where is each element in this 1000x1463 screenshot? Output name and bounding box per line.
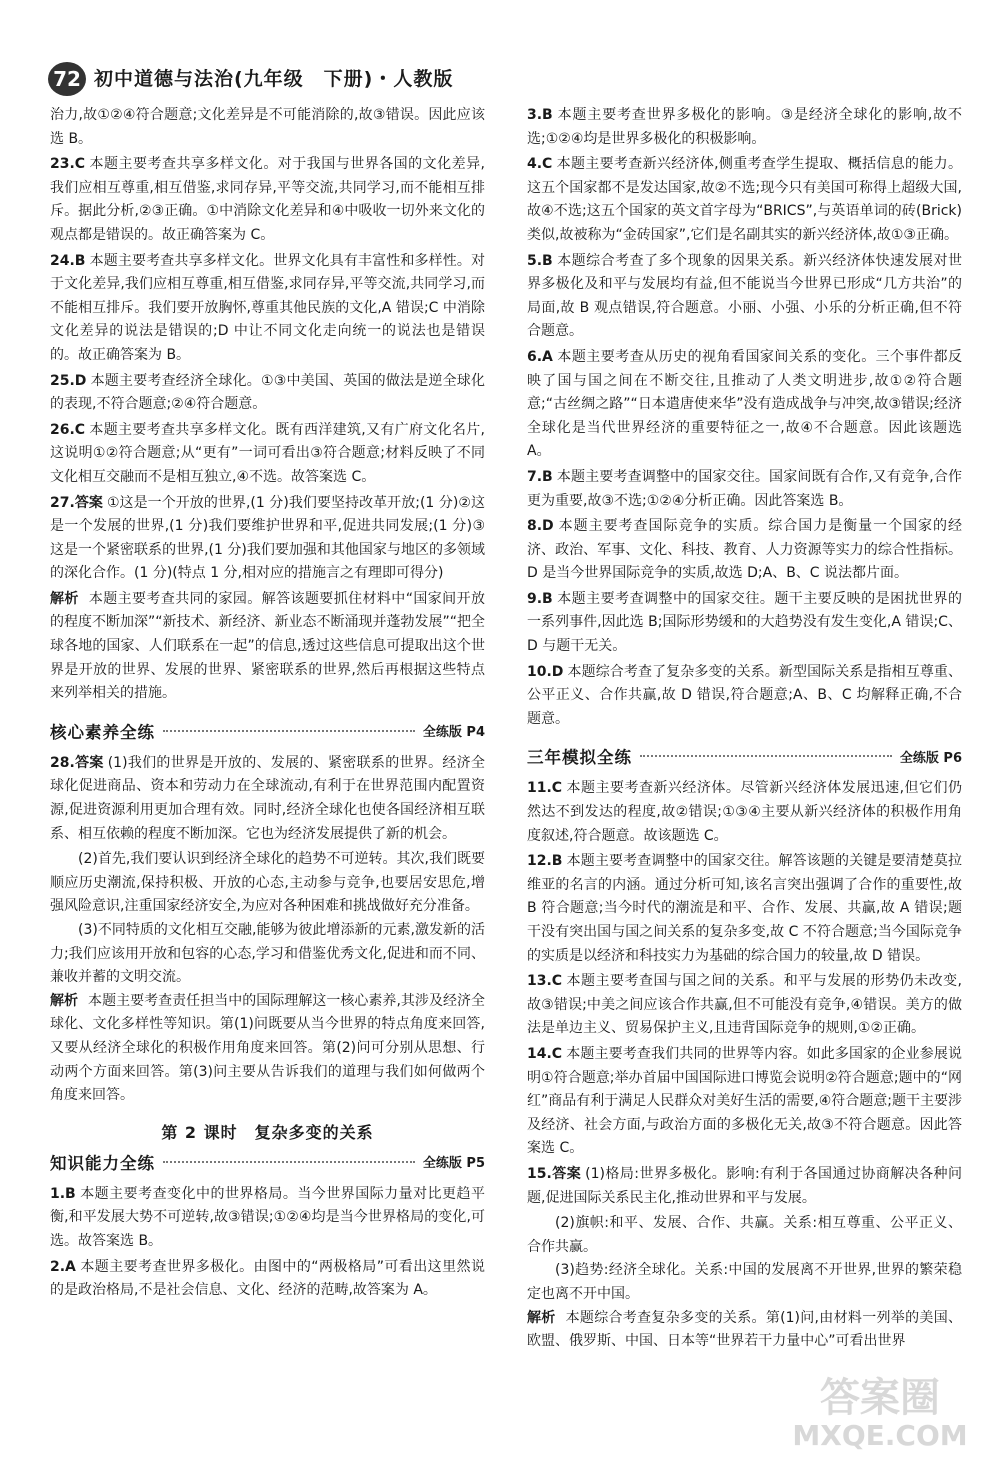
answer-text: 本题主要考查共享多样文化。对于我国与世界各国的文化差异,我们应相互尊重,相互借鉴,求同存异,平等交流,共同学习,而不能相互排斥。据此分析,②③正确。①中消除文化差异和④中吸收一切外来文化的观点都是错误的。故正确答案为 C。 (50, 156, 485, 243)
answer-item (50, 250, 485, 368)
answer-item (527, 777, 962, 848)
analysis-label: 解析 (50, 590, 79, 607)
answer-number: 1.B (50, 1185, 76, 1202)
book-title: 初中道德与法治(九年级 下册)・人教版 (94, 68, 454, 90)
section-header-core (50, 718, 485, 744)
lesson-title: 第 2 课时 复杂多变的关系 (161, 1122, 374, 1142)
analysis-28 (50, 990, 485, 1108)
watermark-logo (780, 1363, 980, 1453)
page-header (40, 62, 970, 96)
answer-text: 本题综合考查了多个现象的因果关系。新兴经济体快速发展对世界多极化及和平与发展均有益,但不能说当今世界已形成“几方共治”的局面,故 B 观点错误,符合题意。小丽、小强、小乐的分析正确,但不符合题意。 (527, 252, 962, 340)
answer-text: 本题综合考查了复杂多变的关系。新型国际关系是指相互尊重、公平正义、合作共赢,故 D 错误,符合题意;A、B、C 均解释正确,不合题意。 (527, 663, 962, 727)
answer-number: 7.B (527, 468, 553, 485)
answer-text: 本题主要考查国与国之间的关系。和平与发展的形势仍未改变,故③错误;中美之间应该合作共赢,但不可能没有竞争,④错误。美方的做法是单边主义、贸易保护主义,且违背国际竞争的规则,①②正确。 (527, 973, 962, 1037)
answer-number: 24.B (50, 252, 86, 269)
answer-number: 28.答案 (50, 754, 104, 771)
answer-item (527, 153, 962, 247)
section-divider (640, 755, 892, 757)
answer-number: 5.B (527, 252, 553, 269)
continued-answer: 治力,故①②④符合题意;文化差异是不可能消除的,故③错误。因此应该选 B。 (50, 107, 485, 147)
answer-item (50, 419, 485, 490)
section-divider (163, 1161, 415, 1163)
answer-number: 2.A (50, 1258, 76, 1275)
answer-paragraph: (2)首先,我们要认识到经济全球化的趋势不可逆转。其次,我们既要顺应历史潮流,保持积极、开放的心态,主动参与竞争,也要居安思危,增强风险意识,注重国家经济安全,为应对各种困难和挑战做好充分准备。 (50, 851, 485, 915)
answer-item (50, 370, 485, 417)
left-column (50, 104, 485, 1305)
answer-number: 27.答案 (50, 494, 103, 511)
answer-number: 23.C (50, 156, 86, 173)
answer-text: 本题主要考查新兴经济体。尽管新兴经济体发展迅速,但它们仍然达不到发达的程度,故②错误;①③④主要从新兴经济体的积极作用角度叙述,符合题意。故该题选 C。 (527, 780, 962, 844)
answer-text: (1)格局:世界多极化。影响:有利于各国通过协商解决各种问题,促进国际关系民主化,推动世界和平与发展。 (527, 1165, 962, 1206)
answer-number: 9.B (527, 590, 553, 607)
answer-number: 15.答案 (527, 1165, 582, 1182)
page-number: 72 (48, 62, 86, 96)
answer-item (527, 515, 962, 586)
answer-item (527, 104, 962, 151)
answer-number: 6.A (527, 348, 553, 365)
section-title: 三年模拟全练 (527, 748, 632, 768)
answer-item (527, 661, 962, 732)
answer-number: 26.C (50, 421, 86, 438)
answer-item (527, 466, 962, 513)
section-reference: 全练版 P4 (422, 725, 485, 741)
answer-paragraph: (3)不同特质的文化相互交融,能够为彼此增添新的元素,激发新的活力;我们应该用开放和包容的心态,学习和借鉴优秀文化,促进和而不同、兼收并蓄的文明交流。 (50, 922, 485, 986)
answer-text: 本题主要考查从历史的视角看国家间关系的变化。三个事件都反映了国与国之间在不断交往,且推动了人类文明进步,故①②符合题意;“古丝绸之路”“日本遣唐使来华”没有造成战争与冲突,故③错误;经济全球化是当代世界经济的重要特征之一,故④不合题意。因此该题选 A。 (527, 348, 962, 460)
answer-text: 本题主要考查世界多极化。由图中的“两极格局”可看出这里然说的是政治格局,不是社会信息、文化、经济的范畴,故答案为 A。 (50, 1258, 485, 1299)
answer-item (527, 850, 962, 968)
answer-paragraph: (2)旗帜:和平、发展、合作、共赢。关系:相互尊重、公平正义、合作共赢。 (527, 1215, 962, 1255)
answer-item (527, 1043, 962, 1161)
answer-text: (1)我们的世界是开放的、发展的、紧密联系的世界。经济全球化促进商品、资本和劳动力在全球流动,有利于在世界范围内配置资源,促进资源利用更加合理有效。同时,经济全球化也使各国经济相互联系、相互依赖的程度不断加深。它也为经济发展提供了新的机会。 (50, 754, 485, 842)
answer-number: 8.D (527, 518, 554, 535)
answer-text: ①这是一个开放的世界,(1 分)我们要坚持改革开放;(1 分)②这是一个发展的世界,(1 分)我们要维护世界和平,促进共同发展;(1 分)③这是一个紧密联系的世界,(1 分)我们要加强和其他国家与地区的多领域的深化合作。(1 分)(特点 1 分,相对应的措施言之有理即可得分) (50, 494, 485, 582)
answer-paragraph: (3)趋势:经济全球化。关系:中国的发展离不开世界,世界的繁荣稳定也离不开中国。 (527, 1262, 962, 1302)
section-reference: 全练版 P6 (899, 750, 962, 766)
answer-text: 本题主要考查经济全球化。①③中美国、英国的做法是逆全球化的表现,不符合题意;②④符合题意。 (50, 372, 485, 413)
section-title: 核心素养全练 (50, 722, 155, 742)
answer-text: 本题主要考查我们共同的世界等内容。如此多国家的企业参展说明①符合题意;举办首届中国国际进口博览会说明②符合题意;题中的“网红”商品有利于满足人民群众对美好生活的需要,④符合题意;题干主要涉及经济、社会方面,与政治方面的多极化无关,故③不符合题意。因此答案选 C。 (527, 1045, 962, 1157)
analysis-text: 本题主要考查责任担当中的国际理解这一核心素养,其涉及经济全球化、文化多样性等知识。第(1)问既要从当今世界的特点角度来回答,又要从经济全球化的积极作用角度来回答。第(2)问可分别从思想、行动两个方面来回答。第(3)问主要从告诉我们的道理与我们如何做两个角度来回答。 (50, 992, 486, 1104)
analysis-27 (50, 588, 485, 706)
answer-text: 本题主要考查调整中的国家交往。题干主要反映的是困扰世界的一系列事件,因此选 B;国际形势缓和的大趋势没有发生变化,A 错误;C、D 与题干无关。 (527, 590, 962, 655)
answer-number: 14.C (527, 1045, 563, 1062)
analysis-label: 解析 (527, 1309, 556, 1326)
section-header-knowledge (50, 1149, 485, 1175)
answer-number: 11.C (527, 780, 563, 797)
answer-text: 本题主要考查新兴经济体,侧重考查学生提取、概括信息的能力。这五个国家都不是发达国家,故②不选;现今只有美国可称得上超级大国,故④不选;这五个国家的英文首字母为“BRICS”,与英语单词的砖(Brick)类似,故被称为“金砖国家”,它们是名副其实的新兴经济体,故①③正确。 (527, 156, 962, 243)
answer-number: 13.C (527, 973, 563, 990)
answer-text: 本题主要考查国际竞争的实质。综合国力是衡量一个国家的经济、政治、军事、文化、科技、教育、人力资源等实力的综合性指标。D 是当今世界国际竞争的实质,故选 D;A、B、C 说法都片面。 (527, 518, 962, 582)
answer-text: 本题主要考查变化中的世界格局。当今世界国际力量对比更趋平衡,和平发展大势不可逆转,故③错误;①②④均是当今世界格局的变化,可选。故答案选 B。 (50, 1185, 485, 1249)
answer-item-27 (50, 492, 485, 586)
section-title: 知识能力全练 (50, 1153, 155, 1173)
analysis-label: 解析 (50, 992, 79, 1009)
answer-item-15 (527, 1163, 962, 1210)
answer-item (527, 588, 962, 659)
answer-number: 3.B (527, 107, 553, 123)
section-divider (163, 730, 415, 732)
answer-item (527, 970, 962, 1041)
answer-text: 本题主要考查共享多样文化。既有西洋建筑,又有广府文化名片,这说明①②符合题意;从“更有”一词可看出③符合题意;材料反映了不同文化相互交融而不是相互独立,④不选。故答案选 C。 (50, 421, 485, 485)
answer-item-28 (50, 752, 485, 846)
answer-number: 10.D (527, 663, 564, 680)
answer-text: 本题主要考查调整中的国家交往。解答该题的关键是要清楚莫拉维亚的名言的内涵。通过分析可知,该名言突出强调了合作的重要性,故 B 符合题意;当今时代的潮流是和平、合作、发展、共赢,故 A 错误;题干没有突出国与国之间关系的复杂多变,故 C 不符合题意;当今国际竞争的实质是以经济和科技实力为基础的综合国力的较量,故 D 错误。 (527, 853, 962, 964)
watermark-text: 答案圈 (820, 1375, 940, 1421)
answer-text: 本题主要考查调整中的国家交往。国家间既有合作,又有竞争,合作更为重要,故③不选;①②④分析正确。因此答案选 B。 (527, 468, 962, 509)
analysis-15 (527, 1307, 962, 1354)
answer-item (527, 346, 962, 464)
answer-number: 12.B (527, 853, 563, 870)
answer-number: 4.C (527, 156, 553, 173)
answer-item (50, 1183, 485, 1254)
analysis-text: 本题主要考查共同的家园。解答该题要抓住材料中“国家间开放的程度不断加深”“新技术、新经济、新业态不断涌现并蓬勃发展”“把全球各地的国家、人们联系在一起”的信息,透过这些信息可提取出这个世界是开放的世界、发展的世界、紧密联系的世界,然后再根据这些特点来列举相关的措施。 (50, 590, 486, 702)
answer-item (527, 250, 962, 344)
watermark-url: MXQE.COM (792, 1419, 968, 1452)
answer-list-a (50, 153, 485, 489)
answer-item (50, 1256, 485, 1303)
right-column (527, 104, 962, 1356)
answer-item (50, 153, 485, 247)
section-header-three-year (527, 743, 962, 769)
section-reference: 全练版 P5 (422, 1156, 485, 1172)
answer-number: 25.D (50, 372, 87, 389)
answer-text: 本题主要考查世界多极化的影响。③是经济全球化的影响,故不选;①②④均是世界多极化的积极影响。 (527, 107, 962, 147)
answer-text: 本题主要考查共享多样文化。世界文化具有丰富性和多样性。对于文化差异,我们应相互尊重,相互借鉴,求同存异,平等交流,共同学习,而不能相互排斥。我们要开放胸怀,尊重其他民族的文化,A 错误;C 中消除文化差异的说法是错误的;D 中让不同文化走向统一的说法也是错误的。故正确答案为 B。 (50, 252, 485, 363)
analysis-text: 本题综合考查复杂多变的关系。第(1)问,由材料一列举的美国、欧盟、俄罗斯、中国、日本等“世界若干力量中心”可看出世界 (527, 1309, 963, 1350)
